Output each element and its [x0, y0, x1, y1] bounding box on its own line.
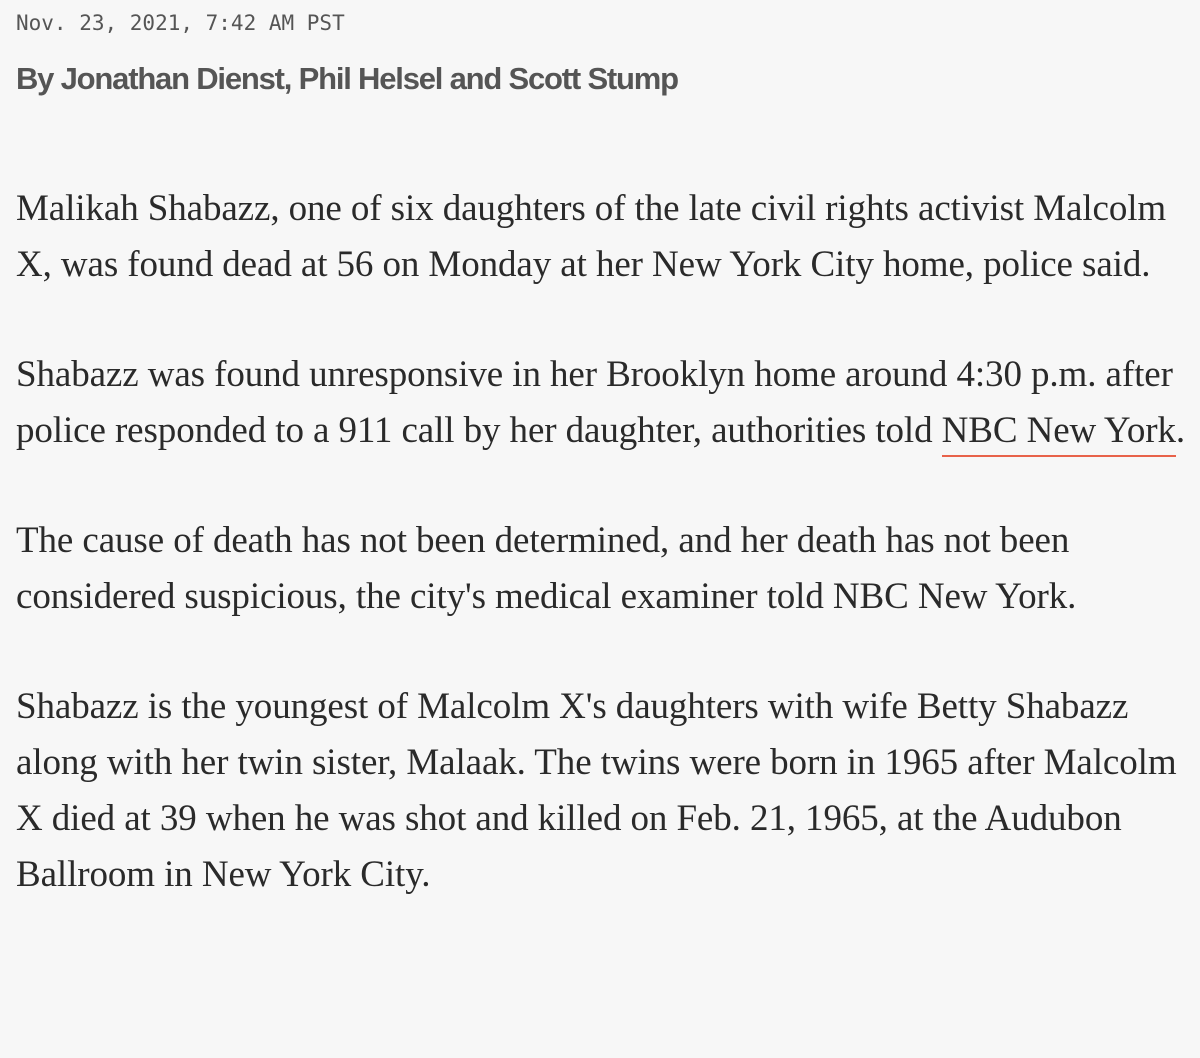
nbc-new-york-link[interactable]: NBC New York: [942, 410, 1176, 457]
article-paragraph-4: Shabazz is the youngest of Malcolm X's daughters with wife Betty Shabazz along with her twin sister, Malaak. The twins were born in 1965 after Malcolm X died at 39 when he was shot and killed on Feb. 21, 1965, at the Audubon Ballroom in New York City.: [16, 686, 1177, 895]
article-paragraph-1: Malikah Shabazz, one of six daughters of the late civil rights activist Malcolm X, was found dead at 56 on Monday at her New York City home, police said.: [16, 188, 1167, 285]
article-paragraph-3: The cause of death has not been determined, and her death has not been considered suspicious, the city's medical examiner told NBC New York.: [16, 520, 1077, 617]
article-timestamp: Nov. 23, 2021, 7:42 AM PST: [16, 11, 345, 35]
article-byline: By Jonathan Dienst, Phil Helsel and Scott Stump: [16, 61, 678, 96]
paragraph-2-text: Shabazz was found unresponsive in her Brooklyn home around 4:30 p.m. after police responded to a 911 call by her daughter, authorities told: [16, 354, 1173, 451]
paragraph-2-end: .: [1175, 410, 1186, 451]
article-paragraph-2: [16, 347, 1188, 459]
